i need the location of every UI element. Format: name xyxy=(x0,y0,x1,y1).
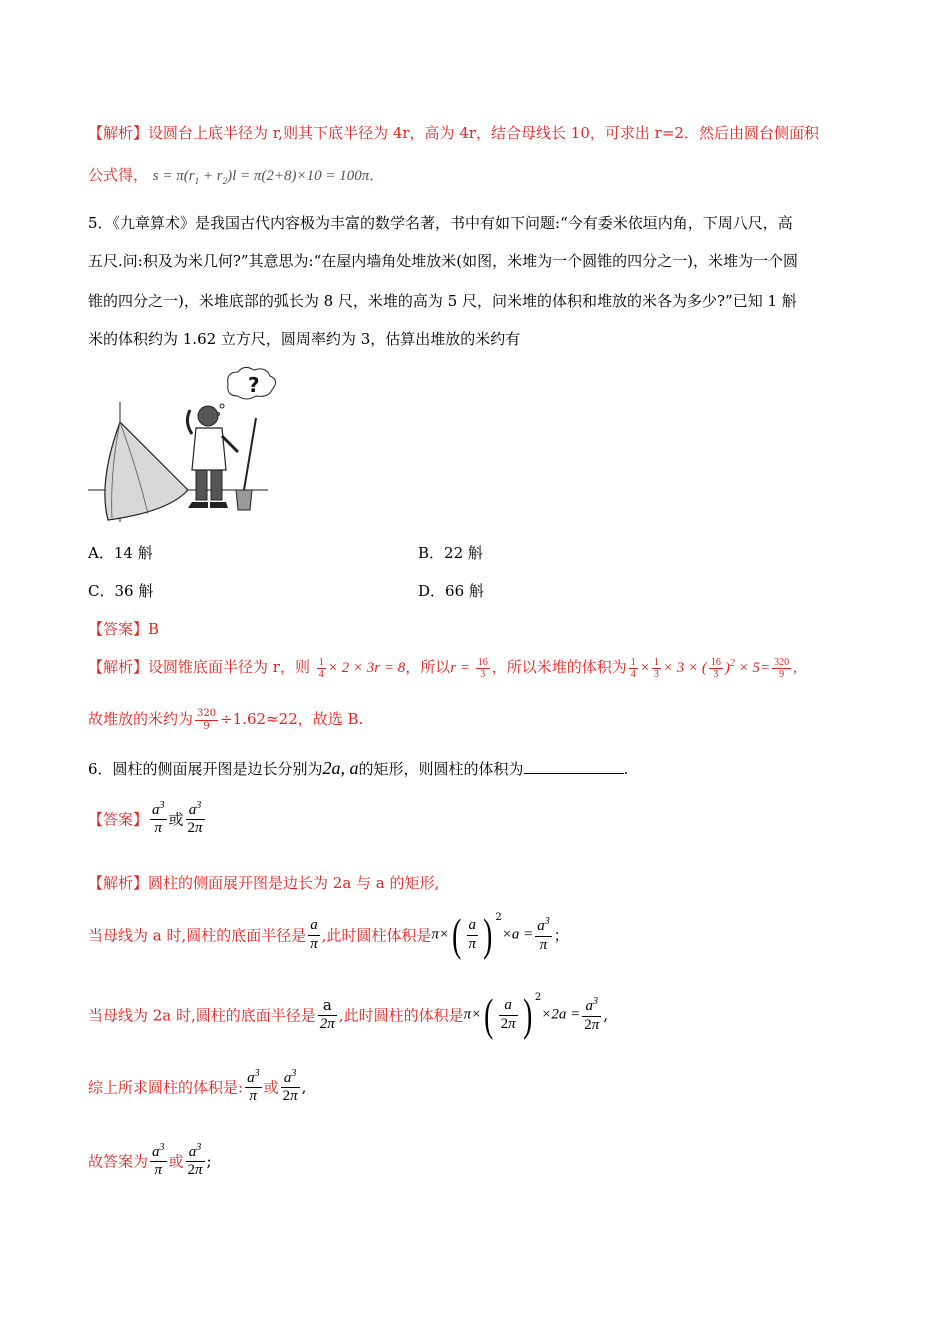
q6-stem xyxy=(88,758,628,779)
q4-formula-prefix: 公式得， xyxy=(88,166,149,184)
q5-eq-1: $\frac{1}{4}$ × 2 × 3r = 8 xyxy=(318,656,406,681)
q6-stem-math: 2a, a xyxy=(322,758,359,778)
q5-analysis-line-1 xyxy=(88,656,797,681)
q6-case2-b: ,此时圆柱的体积是 xyxy=(338,1006,464,1025)
q5-stem-line-3: 锥的四分之一)，米堆底部的弧长为 8 尺，米堆的高为 5 尺，问米堆的体积和堆放的米各为多少?”已知 1 斛 xyxy=(88,292,797,310)
q5-analysis-line-2 xyxy=(88,708,363,732)
q5-answer: 【答案】B xyxy=(88,620,160,638)
q5-analysis-2: ，所以 xyxy=(405,658,451,676)
q5-stem-line-1: 5．《九章算术》是我国古代内容极为丰富的数学名著，书中有如下问题:“今有委米依垣内角，下周八尺，高 xyxy=(88,214,793,232)
q5-eq-3: $\frac{1}{4}$ × $\frac{1}{3}$ × 3 × ( $\frac{16}{3}$ )$^2$ × 5= $\frac{320}{9}$ , xyxy=(630,656,797,681)
q5-analysis-1: 设圆锥底面半径为 r，则 xyxy=(148,658,310,676)
q5-analysis-3: ，所以米堆的体积为 xyxy=(491,658,627,676)
q6-summary: 综上所求圆柱的体积是: $\frac{a^3}{\pi}$ 或 $\frac{a^3}{2\pi}$ , xyxy=(88,1068,307,1105)
man-head xyxy=(198,406,218,426)
q6-final-or: 或 xyxy=(168,1152,184,1171)
man-body xyxy=(192,428,226,470)
q6-final-end: ; xyxy=(206,1151,212,1170)
shovel-blade xyxy=(236,490,252,510)
q6-case1-a: 当母线为 a 时,圆柱的底面半径是 xyxy=(88,926,307,945)
q6-case-2: 当母线为 2a 时,圆柱的底面半径是 $\frac{a}{2\pi}$ ,此时圆柱的体积是π×( $\frac{a}{2\pi}$ ) $^2$×2a = $\frac{a^3}{2\pi}$ , xyxy=(88,989,609,1040)
q6-summary-or: 或 xyxy=(263,1078,279,1097)
q6-stem-end: . xyxy=(623,760,629,778)
q6-case-1: 当母线为 a 时,圆柱的底面半径是 $\frac{a}{\pi}$ ,此时圆柱体积是π×( $\frac{a}{\pi}$ ) $^2$×a = $\frac{a^3}{\pi}$ ； xyxy=(88,909,569,960)
q6-answer-label: 【答案】 xyxy=(88,810,149,829)
q6-or: 或 xyxy=(168,810,184,829)
option-d: D．66 斛 xyxy=(418,582,484,600)
q4-formula: $s = \pi(r_1 + r_2)l = \pi(2+8)\times 10 = 100\pi$ xyxy=(152,168,370,186)
q6-summary-end: , xyxy=(301,1077,307,1096)
shovel-handle xyxy=(244,418,256,490)
q4-formula-end: ． xyxy=(369,166,385,184)
question-mark: ? xyxy=(248,373,260,397)
analysis-label: 【解析】 xyxy=(88,658,149,676)
analysis-label: 【解析】 xyxy=(88,874,149,892)
answer-blank xyxy=(524,759,624,774)
option-a: A．14 斛 xyxy=(88,544,153,562)
q6-analysis-text: 圆柱的侧面展开图是边长为 2a 与 a 的矩形, xyxy=(148,874,440,892)
q6-analysis-line xyxy=(88,872,439,893)
analysis-label: 【解析】 xyxy=(88,124,149,142)
q5-stem-line-4: 米的体积约为 1.62 立方尺，圆周率约为 3，估算出堆放的米约有 xyxy=(88,330,521,348)
q6-answer: 【答案】 $\frac{a^3}{\pi}$ 或 $\frac{a^3}{2\pi}$ xyxy=(88,800,203,837)
q4-formula-line xyxy=(88,164,384,186)
q5-analysis-4: 故堆放的米约为 xyxy=(88,710,194,728)
q5-analysis-5: ÷1.62≈22，故选 B. xyxy=(220,710,364,728)
q6-case1-b: ,此时圆柱体积是 xyxy=(321,926,432,945)
q5-eq-2: r = $\frac{16}{3}$ xyxy=(450,656,488,681)
q5-stem-line-2: 五尺.问:积及为米几何?”其意思为:“在屋内墙角处堆放米(如图，米堆为一个圆锥的四分之一)，米堆为一个圆 xyxy=(88,252,798,270)
option-b: B．22 斛 xyxy=(418,544,483,562)
q6-case2-a: 当母线为 2a 时,圆柱的底面半径是 xyxy=(88,1006,316,1025)
q6-summary-text: 综上所求圆柱的体积是: xyxy=(88,1078,244,1097)
q6-case2-end: , xyxy=(603,1006,609,1024)
rice-pile-figure xyxy=(88,362,278,524)
q6-stem-2: 的矩形，则圆柱的体积为 xyxy=(358,760,524,778)
q5-eq-4: $\frac{320}{9}$ xyxy=(197,708,217,732)
option-c: C．36 斛 xyxy=(88,582,154,600)
q4-analysis-text: 设圆台上底半径为 r,则其下底半径为 4r，高为 4r，结合母线长 10，可求出 r=2．然后由圆台侧面积 xyxy=(148,124,819,142)
q6-case1-end: ； xyxy=(553,926,569,945)
q6-final-text: 故答案为 xyxy=(88,1152,149,1171)
q6-stem-1: 6．圆柱的侧面展开图是边长分别为 xyxy=(88,760,323,778)
q6-final: 故答案为 $\frac{a^3}{\pi}$ 或 $\frac{a^3}{2\pi}$ ; xyxy=(88,1142,212,1179)
q4-analysis-line xyxy=(88,122,819,143)
